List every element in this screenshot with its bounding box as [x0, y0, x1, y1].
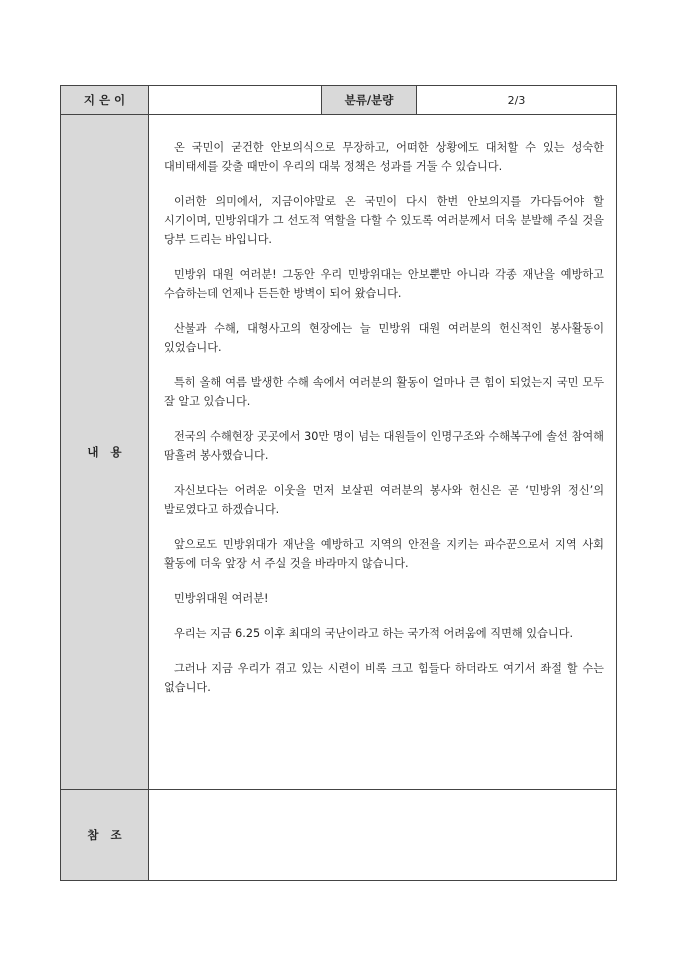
category-label: 분류/분량	[322, 86, 417, 114]
reference-row	[61, 790, 616, 880]
author-label: 지 은 이	[61, 86, 149, 114]
paragraph: 그러나 지금 우리가 겪고 있는 시련이 비록 크고 힘들다 하더라도 여기서 좌절 할 수는 없습니다.	[164, 662, 604, 694]
header-row	[61, 86, 616, 115]
content-label-text: 내 용	[87, 445, 122, 459]
document-form-table	[60, 85, 617, 881]
paragraph: 전국의 수해현장 곳곳에서 30만 명이 넘는 대원들이 인명구조와 수해복구에 솔선 참여해 땀흘려 봉사했습니다.	[164, 430, 604, 462]
category-value: 2/3	[507, 93, 526, 107]
reference-label-text: 참 조	[87, 828, 122, 842]
paragraph: 산불과 수해, 대형사고의 현장에는 늘 민방위 대원 여러분의 헌신적인 봉사활동이 있었습니다.	[164, 322, 604, 354]
reference-value	[149, 790, 616, 880]
paragraph: 앞으로도 민방위대가 재난을 예방하고 지역의 안전을 지키는 파수꾼으로서 지역 사회 활동에 더욱 앞장 서 주실 것을 바라마지 않습니다.	[164, 538, 604, 570]
paragraph: 우리는 지금 6.25 이후 최대의 국난이라고 하는 국가적 어려움에 직면해 있습니다.	[174, 627, 574, 640]
paragraph: 온 국민이 굳건한 안보의식으로 무장하고, 어떠한 상황에도 대처할 수 있는 성숙한 대비태세를 갖출 때만이 우리의 대북 정책은 성과를 거둘 수 있습니다.	[164, 141, 604, 173]
content-label	[61, 115, 149, 789]
content-body	[149, 115, 616, 789]
paragraph: 특히 올해 여름 발생한 수해 속에서 여러분의 활동이 얼마나 큰 힘이 되었는지 국민 모두 잘 알고 있습니다.	[164, 376, 604, 408]
paragraph: 민방위대원 여러분!	[174, 592, 269, 605]
paragraph: 민방위 대원 여러분! 그동안 우리 민방위대는 안보뿐만 아니라 각종 재난을 예방하고 수습하는데 언제나 든든한 방벽이 되어 왔습니다.	[164, 268, 604, 300]
reference-label	[61, 790, 149, 880]
paragraph: 자신보다는 어려운 이웃을 먼저 보살핀 여러분의 봉사와 헌신은 곧 ‘민방위 정신’의 발로였다고 하겠습니다.	[164, 484, 604, 516]
paragraph: 이러한 의미에서, 지금이야말로 온 국민이 다시 한번 안보의지를 가다듬어야 할 시기이며, 민방위대가 그 선도적 역할을 다할 수 있도록 여러분께서 더욱 분발해 주실 것을 당부 드리는 바입니다.	[164, 195, 604, 246]
content-row	[61, 115, 616, 790]
author-value	[149, 86, 322, 114]
